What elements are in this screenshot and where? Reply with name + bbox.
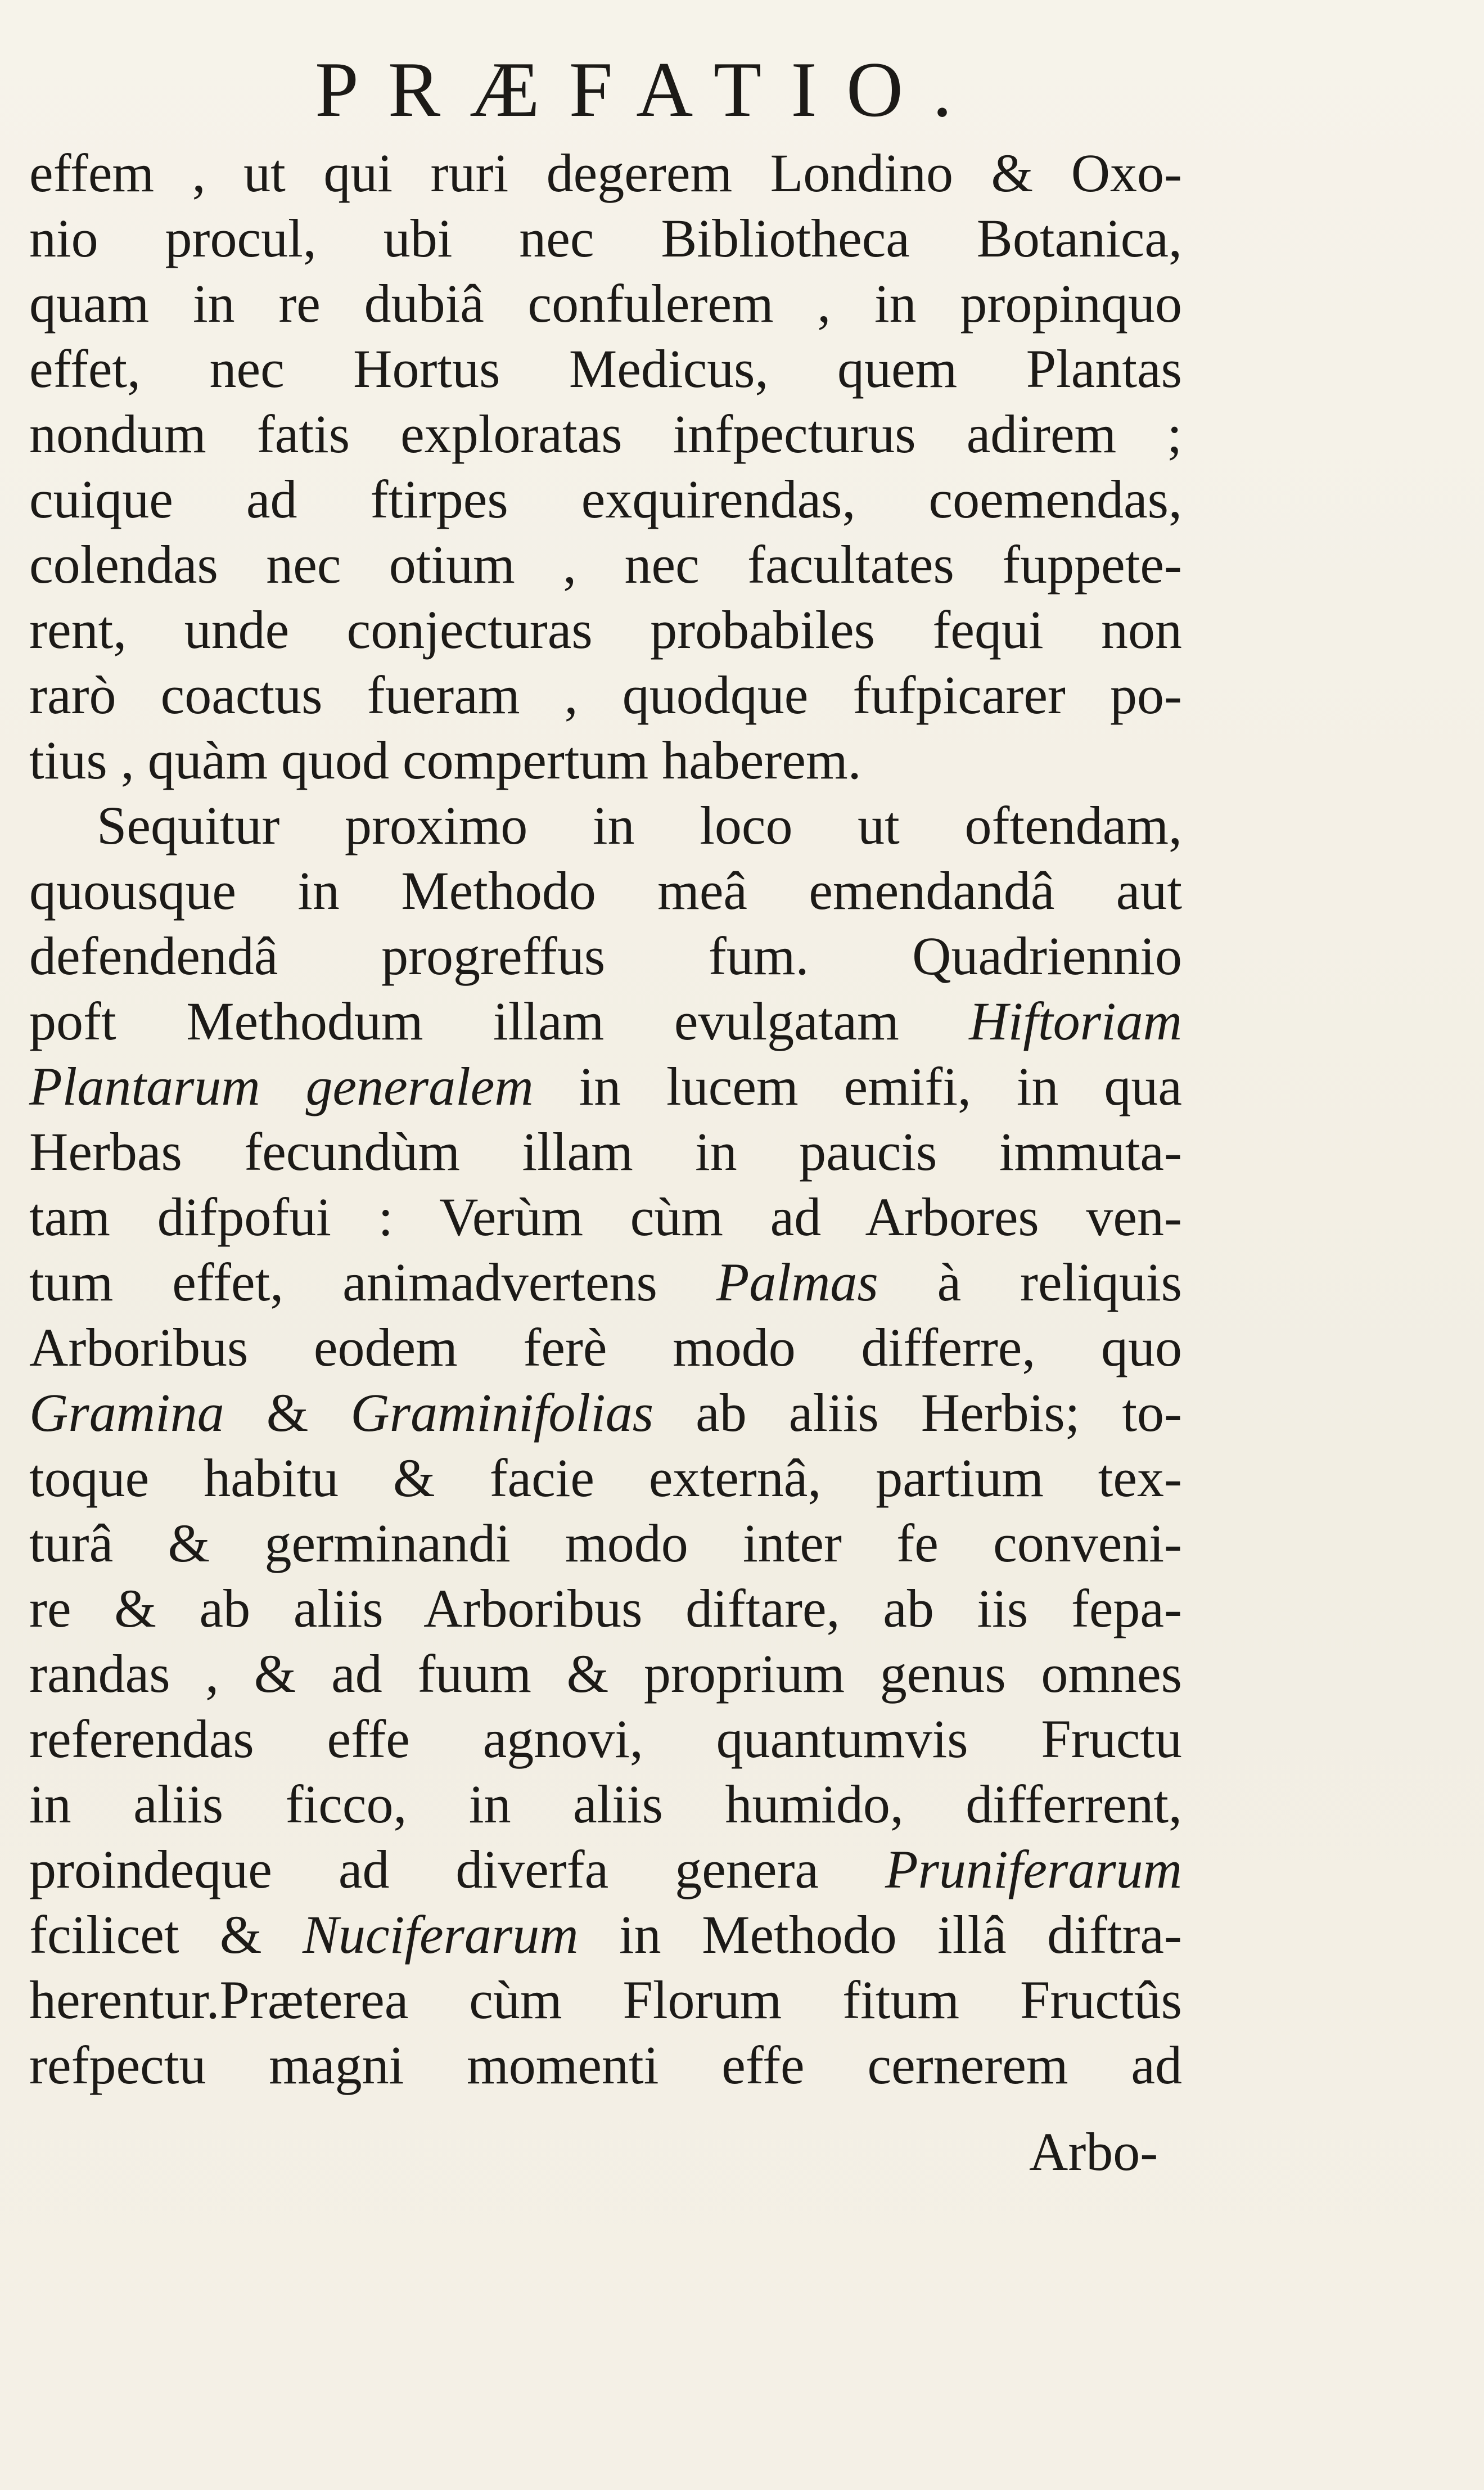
- text-segment: randas , & ad fuum & proprium genus omnes: [29, 1644, 1182, 1704]
- text-line: [29, 924, 1182, 989]
- text-segment: ab aliis Herbis; to-: [653, 1383, 1183, 1443]
- catchword: Arbo-: [1029, 2122, 1158, 2182]
- text-segment: tius , quàm quod compertum haberem.: [29, 730, 861, 790]
- italic-term: Hiftoriam: [969, 991, 1182, 1051]
- text-line: [29, 1380, 1182, 1446]
- text-segment: colendas nec otium , nec facultates fuppete-: [29, 534, 1182, 595]
- text-segment: refpectu magni momenti effe cernerem ad: [29, 2035, 1182, 2095]
- text-segment: rent, unde conjecturas probabiles fequi non: [29, 600, 1182, 660]
- text-line: [29, 1446, 1182, 1511]
- text-line: [29, 597, 1182, 663]
- italic-term: Graminifolias: [350, 1383, 654, 1443]
- text-line: [29, 793, 1182, 858]
- text-line: [29, 1706, 1182, 1772]
- text-segment: proindeque ad diverfa genera: [29, 1839, 885, 1899]
- text-segment: nondum fatis exploratas infpecturus adirem ;: [29, 404, 1182, 464]
- text-line: [29, 1772, 1182, 1837]
- text-line: [29, 858, 1182, 924]
- text-segment: turâ & germinandi modo inter fe conveni-: [29, 1513, 1182, 1573]
- text-line: [29, 1576, 1182, 1641]
- text-segment: à reliquis: [878, 1252, 1182, 1312]
- text-line: [29, 402, 1182, 467]
- text-segment: toque habitu & facie externâ, partium tex-: [29, 1448, 1182, 1508]
- text-line: [29, 532, 1182, 597]
- text-segment: Sequitur proximo in loco ut oftendam,: [97, 795, 1182, 855]
- text-segment: cuique ad ftirpes exquirendas, coemendas,: [29, 469, 1182, 529]
- text-line: [29, 1511, 1182, 1576]
- text-segment: tum effet, animadvertens: [29, 1252, 716, 1312]
- text-line: [29, 1119, 1182, 1185]
- running-header: PRÆFATIO.: [315, 46, 982, 133]
- text-segment: in Methodo illâ diftra-: [578, 1904, 1183, 1965]
- text-line: [29, 336, 1182, 402]
- italic-term: Plantarum generalem: [29, 1056, 534, 1116]
- text-line: [29, 1054, 1182, 1119]
- text-segment: poft Methodum illam evulgatam: [29, 991, 969, 1051]
- text-line: [29, 206, 1182, 271]
- text-line: [29, 1250, 1182, 1315]
- text-line: [29, 1902, 1182, 1967]
- text-line: [29, 1641, 1182, 1706]
- italic-term: Pruniferarum: [885, 1839, 1182, 1899]
- italic-term: Nuciferarum: [302, 1904, 579, 1965]
- text-segment: herentur.Præterea cùm Florum fitum Fructûs: [29, 1970, 1182, 2030]
- text-line: [29, 1315, 1182, 1380]
- text-line: [29, 271, 1182, 336]
- italic-term: Gramina: [29, 1383, 224, 1443]
- body-text: [29, 141, 1182, 2098]
- text-line: [29, 141, 1182, 206]
- text-segment: in lucem emifi, in qua: [533, 1056, 1183, 1116]
- text-line: [29, 663, 1182, 728]
- text-line: [29, 1837, 1182, 1902]
- text-segment: fcilicet &: [29, 1904, 303, 1965]
- text-line: [29, 1185, 1182, 1250]
- text-segment: tam difpofui : Verùm cùm ad Arbores ven-: [29, 1187, 1182, 1247]
- text-segment: re & ab aliis Arboribus diftare, ab iis fepa-: [29, 1578, 1182, 1638]
- text-segment: defendendâ progreffus fum. Quadriennio: [29, 926, 1182, 986]
- text-line: [29, 728, 1182, 793]
- text-segment: nio procul, ubi nec Bibliotheca Botanica,: [29, 208, 1182, 268]
- text-segment: Herbas fecundùm illam in paucis immuta-: [29, 1122, 1182, 1182]
- text-segment: Arboribus eodem ferè modo differre, quo: [29, 1317, 1182, 1377]
- text-line: [29, 1967, 1182, 2033]
- text-segment: effem , ut qui ruri degerem Londino & Oxo-: [29, 143, 1182, 203]
- text-line: [29, 2033, 1182, 2098]
- text-line: [29, 989, 1182, 1054]
- text-segment: &: [224, 1383, 351, 1443]
- text-segment: rarò coactus fueram , quodque fufpicarer po-: [29, 665, 1182, 725]
- text-segment: referendas effe agnovi, quantumvis Fructu: [29, 1709, 1182, 1769]
- text-line: [29, 467, 1182, 532]
- italic-term: Palmas: [716, 1252, 878, 1312]
- text-segment: quousque in Methodo meâ emendandâ aut: [29, 861, 1182, 921]
- text-segment: in aliis ficco, in aliis humido, differrent,: [29, 1774, 1182, 1834]
- text-segment: effet, nec Hortus Medicus, quem Plantas: [29, 339, 1182, 399]
- text-segment: quam in re dubiâ confulerem , in propinquo: [29, 273, 1182, 334]
